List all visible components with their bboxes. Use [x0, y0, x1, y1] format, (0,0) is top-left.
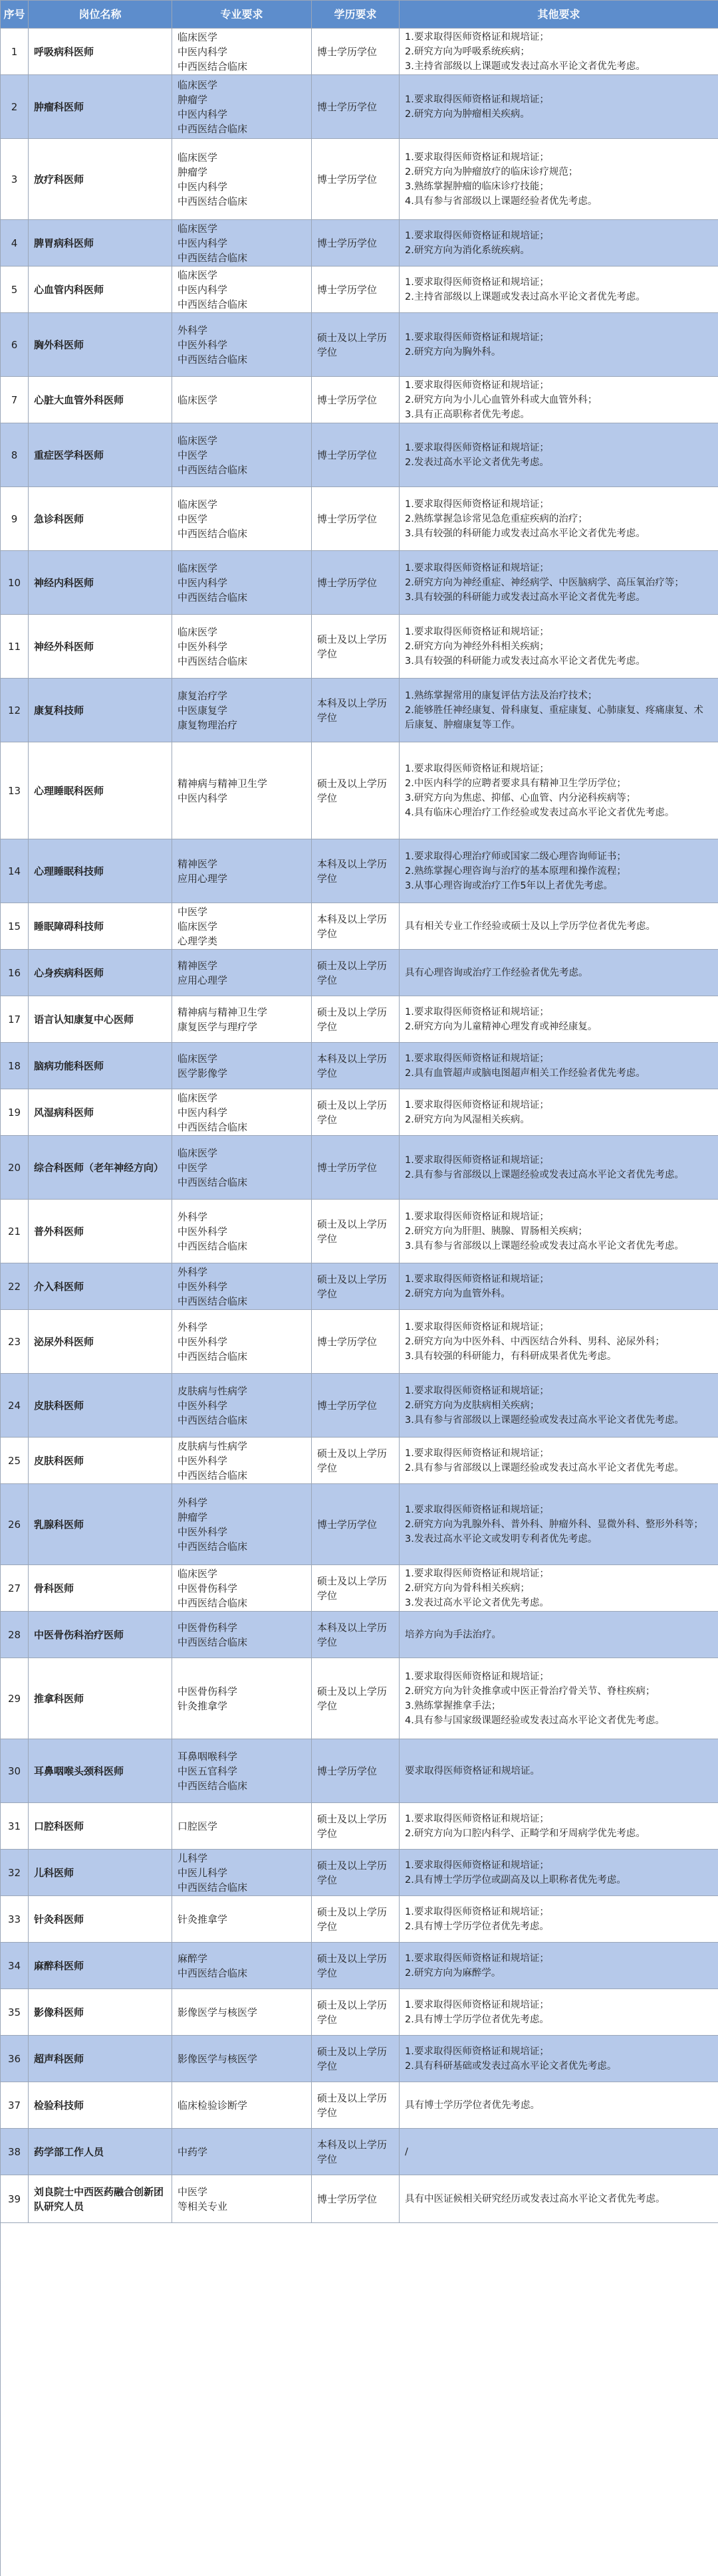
- education-requirement: 硕士及以上学历学位: [312, 1263, 400, 1310]
- major-requirement: 临床医学 中医学 中西医结合临床: [172, 423, 312, 487]
- education-requirement: 博士学历学位: [312, 1484, 400, 1565]
- education-requirement: 博士学历学位: [312, 29, 400, 75]
- other-requirement: 1.要求取得医师资格证和规培证； 2.具有博士学历学位者优先考虑。: [400, 1989, 718, 2036]
- education-requirement: 博士学历学位: [312, 139, 400, 220]
- row-no: 13: [1, 742, 29, 839]
- education-requirement: 本科及以上学历学位: [312, 903, 400, 950]
- position-name: 刘良院士中西医药融合创新团队研究人员: [29, 2175, 172, 2223]
- row-no: 39: [1, 2175, 29, 2223]
- position-name: 心脏大血管外科医师: [29, 377, 172, 423]
- education-requirement: 硕士及以上学历学位: [312, 996, 400, 1043]
- major-requirement: 皮肤病与性病学 中医外科学 中西医结合临床: [172, 1438, 312, 1484]
- position-name: 脾胃病科医师: [29, 220, 172, 267]
- other-requirement: 1.要求取得医师资格证和规培证； 2.研究方向为风湿相关疾病。: [400, 1089, 718, 1136]
- position-name: 脑病功能科医师: [29, 1043, 172, 1089]
- other-requirement: 1.要求取得医师资格证和规培证； 2.研究方向为胸外科。: [400, 313, 718, 377]
- major-requirement: 影像医学与核医学: [172, 1989, 312, 2036]
- position-name: 语言认知康复中心医师: [29, 996, 172, 1043]
- other-requirement: 1.要求取得医师资格证和规培证； 2.研究方向为儿童精神心理发育或神经康复。: [400, 996, 718, 1043]
- position-name: 综合科医师（老年神经方向）: [29, 1136, 172, 1200]
- major-requirement: 临床医学 医学影像学: [172, 1043, 312, 1089]
- other-requirement: 1.要求取得医师资格证和规培证； 2.具有参与省部级以上课题经验或发表过高水平论文者优先考虑。: [400, 1438, 718, 1484]
- major-requirement: 临床医学 中医内科学 中西医结合临床: [172, 267, 312, 313]
- other-requirement: 1.要求取得医师资格证和规培证； 2.研究方向为肿瘤相关疾病。: [400, 75, 718, 139]
- position-name: 介入科医师: [29, 1263, 172, 1310]
- other-requirement: 1.要求取得医师资格证和规培证； 2.发表过高水平论文者优先考虑。: [400, 423, 718, 487]
- other-requirement: 1.要求取得医师资格证和规培证； 2.研究方向为呼吸系统疾病； 3.主持省部级以上课题或发表过高水平论文者优先考虑。: [400, 29, 718, 75]
- row-no: 14: [1, 839, 29, 903]
- other-requirement: 1.要求取得医师资格证和规培证； 2.研究方向为中医外科、中西医结合外科、男科、泌尿外科； 3.具有较强的科研能力，有科研成果者优先考虑。: [400, 1310, 718, 1374]
- row-no: 23: [1, 1310, 29, 1374]
- row-no: 22: [1, 1263, 29, 1310]
- position-name: 麻醉科医师: [29, 1943, 172, 1989]
- position-name: 急诊科医师: [29, 487, 172, 551]
- education-requirement: 本科及以上学历学位: [312, 839, 400, 903]
- position-name: 心身疾病科医师: [29, 950, 172, 996]
- major-requirement: 针灸推拿学: [172, 1896, 312, 1943]
- education-requirement: 博士学历学位: [312, 1136, 400, 1200]
- major-requirement: 精神医学 应用心理学: [172, 839, 312, 903]
- row-no: 4: [1, 220, 29, 267]
- row-no: 29: [1, 1658, 29, 1739]
- education-requirement: 本科及以上学历学位: [312, 1043, 400, 1089]
- other-requirement: 1.要求取得医师资格证和规培证； 2.研究方向为骨科相关疾病； 3.发表过高水平论文者优先考虑。: [400, 1565, 718, 1612]
- other-requirement: 1.要求取得医师资格证和规培证； 2.具有科研基础或发表过高水平论文者优先考虑。: [400, 2036, 718, 2082]
- education-requirement: 博士学历学位: [312, 377, 400, 423]
- major-requirement: 中医骨伤科学 中西医结合临床: [172, 1612, 312, 1658]
- education-requirement: 博士学历学位: [312, 2175, 400, 2223]
- major-requirement: 临床医学 中医外科学 中西医结合临床: [172, 615, 312, 679]
- row-no: 27: [1, 1565, 29, 1612]
- row-no: 2: [1, 75, 29, 139]
- other-requirement: 1.要求取得医师资格证和规培证； 2.研究方向为肝胆、胰腺、胃肠相关疾病； 3.具有参与省部级以上课题经验或发表过高水平论文者优先考虑。: [400, 1200, 718, 1263]
- education-requirement: 博士学历学位: [312, 1310, 400, 1374]
- education-requirement: 硕士及以上学历学位: [312, 1089, 400, 1136]
- position-name: 超声科医师: [29, 2036, 172, 2082]
- other-requirement: 具有心理咨询或治疗工作经验者优先考虑。: [400, 950, 718, 996]
- education-requirement: 博士学历学位: [312, 75, 400, 139]
- other-requirement: 1.要求取得医师资格证和规培证； 2.具有博士学历学位或副高及以上职称者优先考虑。: [400, 1850, 718, 1896]
- row-no: 34: [1, 1943, 29, 1989]
- header-major: 专业要求: [172, 1, 312, 29]
- education-requirement: 硕士及以上学历学位: [312, 742, 400, 839]
- education-requirement: 博士学历学位: [312, 487, 400, 551]
- major-requirement: 口腔医学: [172, 1803, 312, 1850]
- education-requirement: 硕士及以上学历学位: [312, 2082, 400, 2129]
- position-name: 神经外科医师: [29, 615, 172, 679]
- education-requirement: 硕士及以上学历学位: [312, 1850, 400, 1896]
- position-name: 骨科医师: [29, 1565, 172, 1612]
- major-requirement: 临床医学 中医内科学 中西医结合临床: [172, 551, 312, 615]
- row-no: 11: [1, 615, 29, 679]
- major-requirement: 外科学 中医外科学 中西医结合临床: [172, 313, 312, 377]
- education-requirement: 博士学历学位: [312, 1739, 400, 1803]
- row-no: 37: [1, 2082, 29, 2129]
- other-requirement: 1.要求取得医师资格证和规培证； 2.研究方向为神经外科相关疾病； 3.具有较强的科研能力或发表过高水平论文者优先考虑。: [400, 615, 718, 679]
- education-requirement: 博士学历学位: [312, 1374, 400, 1438]
- major-requirement: 精神病与精神卫生学 中医内科学: [172, 742, 312, 839]
- major-requirement: 临床医学 中医内科学 中西医结合临床: [172, 29, 312, 75]
- position-name: 心理睡眠科医师: [29, 742, 172, 839]
- education-requirement: 硕士及以上学历学位: [312, 313, 400, 377]
- education-requirement: 博士学历学位: [312, 267, 400, 313]
- other-requirement: 1.要求取得医师资格证和规培证； 2.研究方向为血管外科。: [400, 1263, 718, 1310]
- row-no: 28: [1, 1612, 29, 1658]
- other-requirement: 1.要求取得医师资格证和规培证； 2.中医内科学的应聘者要求具有精神卫生学历学位； 3.研究方向为焦虑、抑郁、心血管、内分泌科疾病等； 4.具有临床心理治疗工作经验或发表过高水平论文者优先考虑。: [400, 742, 718, 839]
- position-name: 中医骨伤科治疗医师: [29, 1612, 172, 1658]
- row-no: 9: [1, 487, 29, 551]
- education-requirement: 硕士及以上学历学位: [312, 1803, 400, 1850]
- major-requirement: 麻醉学 中西医结合临床: [172, 1943, 312, 1989]
- row-no: 38: [1, 2129, 29, 2175]
- education-requirement: 本科及以上学历学位: [312, 679, 400, 742]
- major-requirement: 临床医学 中医内科学 中西医结合临床: [172, 1089, 312, 1136]
- position-name: 泌尿外科医师: [29, 1310, 172, 1374]
- education-requirement: 博士学历学位: [312, 423, 400, 487]
- row-no: 15: [1, 903, 29, 950]
- position-name: 耳鼻咽喉头颈科医师: [29, 1739, 172, 1803]
- education-requirement: 硕士及以上学历学位: [312, 950, 400, 996]
- header-other: 其他要求: [400, 1, 718, 29]
- position-name: 心血管内科医师: [29, 267, 172, 313]
- major-requirement: 外科学 中医外科学 中西医结合临床: [172, 1200, 312, 1263]
- major-requirement: 影像医学与核医学: [172, 2036, 312, 2082]
- row-no: 18: [1, 1043, 29, 1089]
- row-no: 20: [1, 1136, 29, 1200]
- row-no: 26: [1, 1484, 29, 1565]
- other-requirement: 1.要求取得医师资格证和规培证； 2.研究方向为神经重症、神经病学、中医脑病学、高压氧治疗等； 3.具有较强的科研能力或发表过高水平论文者优先考虑。: [400, 551, 718, 615]
- position-name: 放疗科医师: [29, 139, 172, 220]
- education-requirement: 本科及以上学历学位: [312, 2129, 400, 2175]
- other-requirement: /: [400, 2129, 718, 2175]
- other-requirement: 具有相关专业工作经验或硕士及以上学历学位者优先考虑。: [400, 903, 718, 950]
- other-requirement: 1.要求取得医师资格证和规培证； 2.研究方向为口腔内科学、正畸学和牙周病学优先考虑。: [400, 1803, 718, 1850]
- position-name: 心理睡眠科技师: [29, 839, 172, 903]
- major-requirement: 外科学 中医外科学 中西医结合临床: [172, 1263, 312, 1310]
- position-name: 呼吸病科医师: [29, 29, 172, 75]
- position-name: 儿科医师: [29, 1850, 172, 1896]
- major-requirement: 中医学 等相关专业: [172, 2175, 312, 2223]
- other-requirement: 要求取得医师资格证和规培证。: [400, 1739, 718, 1803]
- other-requirement: 1.要求取得医师资格证和规培证； 2.研究方向为针灸推拿或中医正骨治疗骨关节、脊柱疾病； 3.熟练掌握推拿手法； 4.具有参与国家级课题经验或发表过高水平论文者优先考虑。: [400, 1658, 718, 1739]
- major-requirement: 外科学 肿瘤学 中医外科学 中西医结合临床: [172, 1484, 312, 1565]
- row-no: 33: [1, 1896, 29, 1943]
- education-requirement: 硕士及以上学历学位: [312, 1200, 400, 1263]
- position-name: 康复科技师: [29, 679, 172, 742]
- other-requirement: 1.要求取得医师资格证和规培证； 2.具有参与省部级以上课题经验或发表过高水平论文者优先考虑。: [400, 1136, 718, 1200]
- row-no: 35: [1, 1989, 29, 2036]
- education-requirement: 硕士及以上学历学位: [312, 1658, 400, 1739]
- position-name: 乳腺科医师: [29, 1484, 172, 1565]
- education-requirement: 博士学历学位: [312, 220, 400, 267]
- row-no: 12: [1, 679, 29, 742]
- row-no: 32: [1, 1850, 29, 1896]
- major-requirement: 康复治疗学 中医康复学 康复物理治疗: [172, 679, 312, 742]
- major-requirement: 精神医学 应用心理学: [172, 950, 312, 996]
- row-no: 21: [1, 1200, 29, 1263]
- major-requirement: 临床医学 中医内科学 中西医结合临床: [172, 220, 312, 267]
- major-requirement: 中医骨伤科学 针灸推拿学: [172, 1658, 312, 1739]
- row-no: 24: [1, 1374, 29, 1438]
- major-requirement: 临床医学 中医学 中西医结合临床: [172, 1136, 312, 1200]
- row-no: 31: [1, 1803, 29, 1850]
- other-requirement: 具有博士学历学位者优先考虑。: [400, 2082, 718, 2129]
- major-requirement: 临床医学 肿瘤学 中医内科学 中西医结合临床: [172, 75, 312, 139]
- other-requirement: 1.要求取得医师资格证和规培证； 2.研究方向为肿瘤放疗的临床诊疗规范； 3.熟练掌握肿瘤的临床诊疗技能； 4.具有参与省部级以上课题经验者优先考虑。: [400, 139, 718, 220]
- major-requirement: 中药学: [172, 2129, 312, 2175]
- position-name: 口腔科医师: [29, 1803, 172, 1850]
- row-no: 5: [1, 267, 29, 313]
- position-name: 胸外科医师: [29, 313, 172, 377]
- header-no: 序号: [1, 1, 29, 29]
- position-name: 影像科医师: [29, 1989, 172, 2036]
- position-name: 皮肤科医师: [29, 1374, 172, 1438]
- position-name: 神经内科医师: [29, 551, 172, 615]
- row-no: 1: [1, 29, 29, 75]
- major-requirement: 皮肤病与性病学 中医外科学 中西医结合临床: [172, 1374, 312, 1438]
- other-requirement: 1.要求取得医师资格证和规培证； 2.研究方向为皮肤病相关疾病； 3.具有参与省部级以上课题经验或发表过高水平论文者优先考虑。: [400, 1374, 718, 1438]
- row-no: 8: [1, 423, 29, 487]
- education-requirement: 硕士及以上学历学位: [312, 1438, 400, 1484]
- position-name: 睡眠障碍科技师: [29, 903, 172, 950]
- major-requirement: 临床医学 中医骨伤科学 中西医结合临床: [172, 1565, 312, 1612]
- other-requirement: 1.熟练掌握常用的康复评估方法及治疗技术； 2.能够胜任神经康复、骨科康复、重症康复、心肺康复、疼痛康复、术后康复、肿瘤康复等工作。: [400, 679, 718, 742]
- header-education: 学历要求: [312, 1, 400, 29]
- position-name: 针灸科医师: [29, 1896, 172, 1943]
- other-requirement: 培养方向为手法治疗。: [400, 1612, 718, 1658]
- row-no: 6: [1, 313, 29, 377]
- position-name: 重症医学科医师: [29, 423, 172, 487]
- other-requirement: 1.要求取得医师资格证和规培证； 2.研究方向为小儿心血管外科或大血管外科； 3.具有正高职称者优先考虑。: [400, 377, 718, 423]
- row-no: 3: [1, 139, 29, 220]
- row-no: 10: [1, 551, 29, 615]
- other-requirement: 具有中医证候相关研究经历或发表过高水平论文者优先考虑。: [400, 2175, 718, 2223]
- education-requirement: 硕士及以上学历学位: [312, 1943, 400, 1989]
- other-requirement: 1.要求取得医师资格证和规培证； 2.具有血管超声或脑电图超声相关工作经验者优先考虑。: [400, 1043, 718, 1089]
- major-requirement: 临床医学: [172, 377, 312, 423]
- row-no: 30: [1, 1739, 29, 1803]
- header-position: 岗位名称: [29, 1, 172, 29]
- major-requirement: 外科学 中医外科学 中西医结合临床: [172, 1310, 312, 1374]
- position-name: 普外科医师: [29, 1200, 172, 1263]
- major-requirement: 临床医学 中医学 中西医结合临床: [172, 487, 312, 551]
- education-requirement: 硕士及以上学历学位: [312, 1989, 400, 2036]
- row-no: 16: [1, 950, 29, 996]
- other-requirement: 1.要求取得医师资格证和规培证； 2.熟练掌握急诊常见急危重症疾病的治疗； 3.具有较强的科研能力或发表过高水平论文者优先考虑。: [400, 487, 718, 551]
- education-requirement: 硕士及以上学历学位: [312, 2036, 400, 2082]
- row-no: 17: [1, 996, 29, 1043]
- other-requirement: 1.要求取得心理治疗师或国家二级心理咨询师证书； 2.熟练掌握心理咨询与治疗的基本原理和操作流程； 3.从事心理咨询或治疗工作5年以上者优先考虑。: [400, 839, 718, 903]
- education-requirement: 硕士及以上学历学位: [312, 1896, 400, 1943]
- position-name: 检验科技师: [29, 2082, 172, 2129]
- major-requirement: 精神病与精神卫生学 康复医学与理疗学: [172, 996, 312, 1043]
- position-name: 肿瘤科医师: [29, 75, 172, 139]
- education-requirement: 硕士及以上学历学位: [312, 615, 400, 679]
- other-requirement: 1.要求取得医师资格证和规培证； 2.主持省部级以上课题或发表过高水平论文者优先考虑。: [400, 267, 718, 313]
- education-requirement: 本科及以上学历学位: [312, 1612, 400, 1658]
- major-requirement: 中医学 临床医学 心理学类: [172, 903, 312, 950]
- row-no: 25: [1, 1438, 29, 1484]
- position-name: 皮肤科医师: [29, 1438, 172, 1484]
- other-requirement: 1.要求取得医师资格证和规培证； 2.研究方向为麻醉学。: [400, 1943, 718, 1989]
- other-requirement: 1.要求取得医师资格证和规培证； 2.具有博士学历学位者优先考虑。: [400, 1896, 718, 1943]
- position-name: 推拿科医师: [29, 1658, 172, 1739]
- major-requirement: 儿科学 中医儿科学 中西医结合临床: [172, 1850, 312, 1896]
- major-requirement: 临床医学 肿瘤学 中医内科学 中西医结合临床: [172, 139, 312, 220]
- major-requirement: 耳鼻咽喉科学 中医五官科学 中西医结合临床: [172, 1739, 312, 1803]
- position-name: 药学部工作人员: [29, 2129, 172, 2175]
- row-no: 36: [1, 2036, 29, 2082]
- row-no: 7: [1, 377, 29, 423]
- education-requirement: 硕士及以上学历学位: [312, 1565, 400, 1612]
- major-requirement: 临床检验诊断学: [172, 2082, 312, 2129]
- position-name: 风湿病科医师: [29, 1089, 172, 1136]
- other-requirement: 1.要求取得医师资格证和规培证； 2.研究方向为消化系统疾病。: [400, 220, 718, 267]
- row-no: 19: [1, 1089, 29, 1136]
- other-requirement: 1.要求取得医师资格证和规培证； 2.研究方向为乳腺外科、普外科、肿瘤外科、显微外科、整形外科等； 3.发表过高水平论文或发明专利者优先考虑。: [400, 1484, 718, 1565]
- education-requirement: 博士学历学位: [312, 551, 400, 615]
